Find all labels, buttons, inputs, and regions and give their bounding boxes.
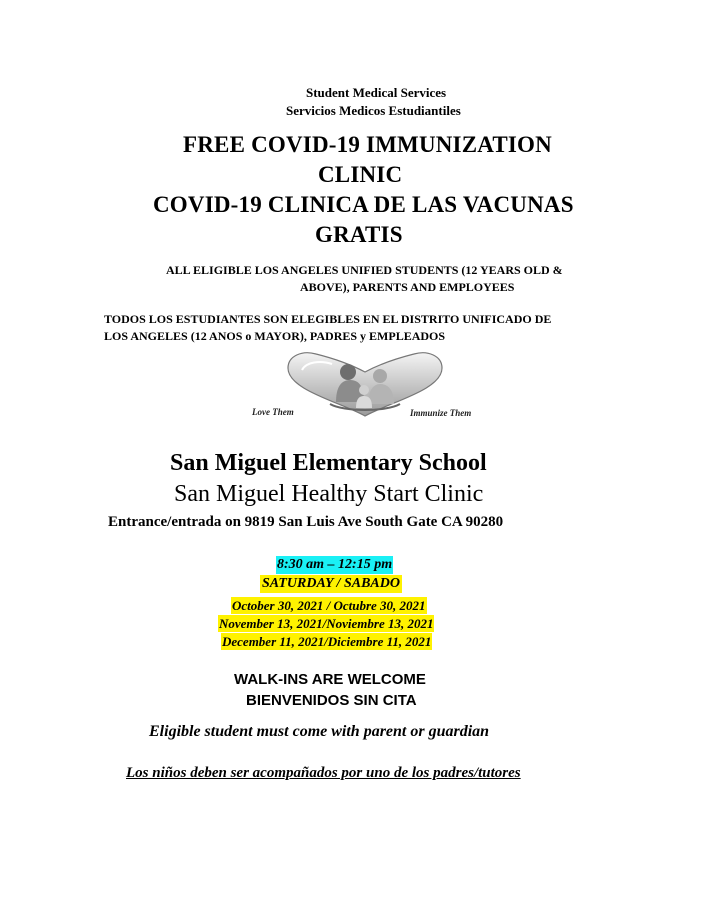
clinic-hours: 8:30 am – 12:15 pm <box>277 557 393 572</box>
walkins-es: BIENVENIDOS SIN CITA <box>246 692 417 709</box>
clinic-date: December 11, 2021/Diciembre 11, 2021 <box>222 634 432 649</box>
eligibility-es-line-1: TODOS LOS ESTUDIANTES SON ELEGIBLES EN EL DISTRITO UNIFICADO DE <box>104 312 552 326</box>
title-line-4: GRATIS <box>315 222 403 247</box>
logo-caption-left: Love Them <box>252 407 294 417</box>
clinic-day: SATURDAY / SABADO <box>262 576 400 591</box>
clinic-name: San Miguel Healthy Start Clinic <box>174 481 484 507</box>
eligibility-en-line-2: ABOVE), PARENTS AND EMPLOYEES <box>300 280 515 294</box>
school-name: San Miguel Elementary School <box>170 450 487 476</box>
eligibility-en-line-1: ALL ELIGIBLE LOS ANGELES UNIFIED STUDENTS (12 YEARS OLD & <box>166 263 563 277</box>
logo-caption-right: Immunize Them <box>410 408 472 418</box>
eligibility-es-line-2: LOS ANGELES (12 ANOS o MAYOR), PADRES y EMPLEADOS <box>104 329 446 343</box>
title-line-3: COVID-19 CLINICA DE LAS VACUNAS <box>153 192 574 217</box>
clinic-date: November 13, 2021/Noviembre 13, 2021 <box>219 616 434 631</box>
department-name-es: Servicios Medicos Estudiantiles <box>286 103 461 118</box>
clinic-date: October 30, 2021 / Octubre 30, 2021 <box>232 598 426 613</box>
guardian-notice-en: Eligible student must come with parent or guardian <box>149 723 490 740</box>
title-line-1: FREE COVID-19 IMMUNIZATION <box>183 132 552 157</box>
clinic-address: Entrance/entrada on 9819 San Luis Ave South Gate CA 90280 <box>108 514 504 530</box>
title-line-2: CLINIC <box>318 162 403 187</box>
walkins-en: WALK-INS ARE WELCOME <box>234 671 426 688</box>
department-name-en: Student Medical Services <box>306 85 447 100</box>
guardian-notice-es: Los niños deben ser acompañados por uno de los padres/tutores <box>126 765 521 781</box>
